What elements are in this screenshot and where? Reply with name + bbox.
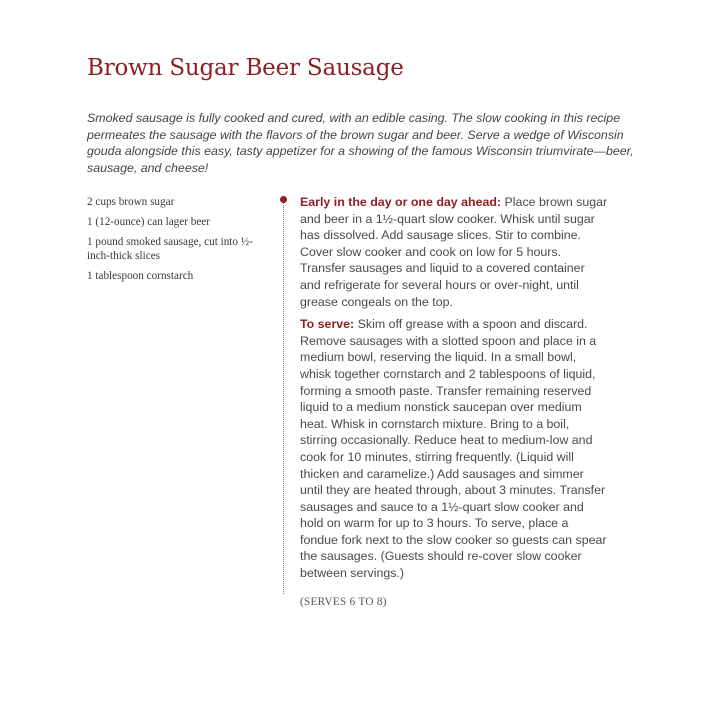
ingredient-list bbox=[87, 195, 267, 289]
divider-bullet-icon bbox=[280, 196, 287, 203]
recipe-intro: Smoked sausage is fully cooked and cured, with an edible casing. The slow cooking in this recipe permeates the sausage with the flavors of the brown sugar and beer. Serve a wedge of Wisconsin gouda alongside this easy, tasty appetizer for a showing of the famous Wisconsin triumvirate—beer, sausage, and cheese! bbox=[87, 111, 634, 175]
step-lead: Early in the day or one day ahead: bbox=[300, 195, 502, 209]
step-paragraph bbox=[300, 194, 608, 310]
ingredient-item: 1 (12-ounce) can lager beer bbox=[87, 216, 210, 228]
step-lead: To serve: bbox=[300, 317, 355, 332]
column-divider bbox=[283, 202, 284, 594]
ingredient-item: 1 pound smoked sausage, cut into ½-inch-thick slices bbox=[87, 236, 253, 262]
step-text: Place brown sugar and beer in a 1½-quart slow cooker. Whisk until sugar has dissolved. Add sausage slices. Stir to combine. Cover slow cooker and cook on low for 5 hours. Transfer sausages and liquid to a covered container and refrigerate for several hours or over-night, until grease congeals on the top. bbox=[300, 195, 608, 309]
step-paragraph bbox=[300, 316, 608, 582]
servings-note: (SERVES 6 TO 8) bbox=[300, 595, 387, 608]
ingredient-item: 1 tablespoon cornstarch bbox=[87, 270, 194, 282]
ingredient-item: 2 cups brown sugar bbox=[87, 196, 175, 208]
recipe-steps bbox=[300, 194, 608, 610]
recipe-title: Brown Sugar Beer Sausage bbox=[87, 55, 404, 81]
step-text: Skim off grease with a spoon and discard. Remove sausages with a slotted spoon and place in a medium bowl, reserving the liquid. In a small bowl, whisk together cornstarch and 2 tablespoons of liquid, forming a smooth paste. Transfer remaining reserved liquid to a medium nonstick saucepan over medium heat. Whisk in cornstarch mixture. Bring to a boil, stirring occasionally. Reduce heat to medium-low and cook for 10 minutes, stirring frequently. (Liquid will thicken and caramelize.) Add sausages and simmer until they are heated through, about 3 minutes. Transfer sausages and sauce to a 1½-quart slow cooker and hold on warm for up to 3 hours. To serve, place a fondue fork next to the slow cooker so guests can spear the sausages. (Guests should re-cover slow cooker between servings.) bbox=[300, 317, 607, 581]
